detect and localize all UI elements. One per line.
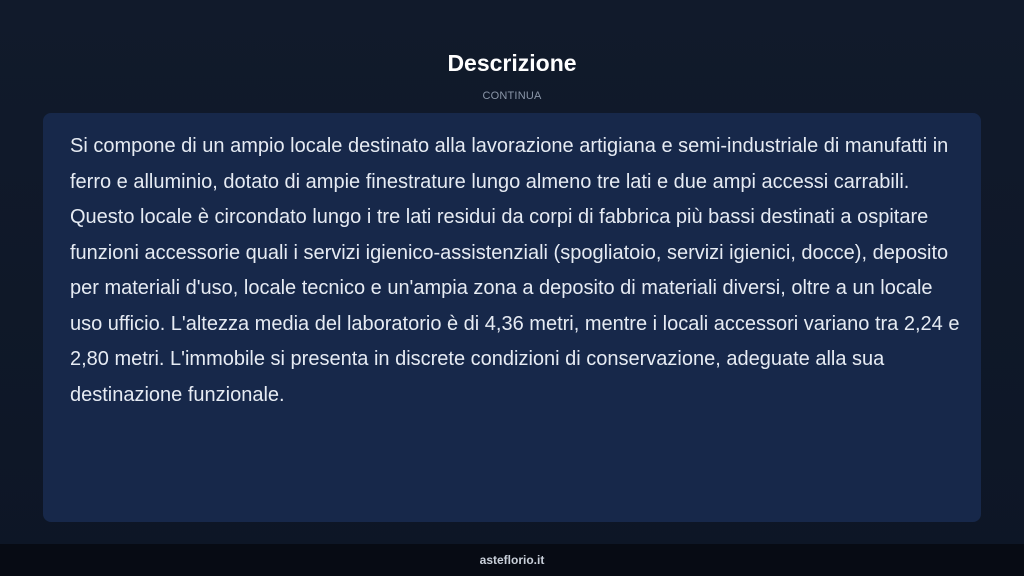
footer-bar	[0, 544, 1024, 576]
description-text: Si compone di un ampio locale destinato alla lavorazione artigiana e semi-industriale di manufatti in ferro e alluminio, dotato di ampie finestrature lungo almeno tre lati e due ampi accessi carrabili. Questo locale è circondato lungo i tre lati residui da corpi di fabbrica più bassi destinati a ospitare funzioni accessorie quali i servizi igienico-assistenziali (spogliatoio, servizi igienici, docce), deposito per materiali d'uso, locale tecnico e un'ampia zona a deposito di materiali diversi, oltre a un locale uso ufficio. L'altezza media del laboratorio è di 4,36 metri, mentre i locali accessori variano tra 2,24 e 2,80 metri. L'immobile si presenta in discrete condizioni di conservazione, adeguate alla sua destinazione funzionale.	[70, 135, 960, 406]
page-title: Descrizione	[447, 50, 577, 76]
page-subtitle: CONTINUA	[482, 90, 542, 102]
description-card	[43, 113, 981, 522]
footer-site-label: asteflorio.it	[479, 553, 545, 567]
